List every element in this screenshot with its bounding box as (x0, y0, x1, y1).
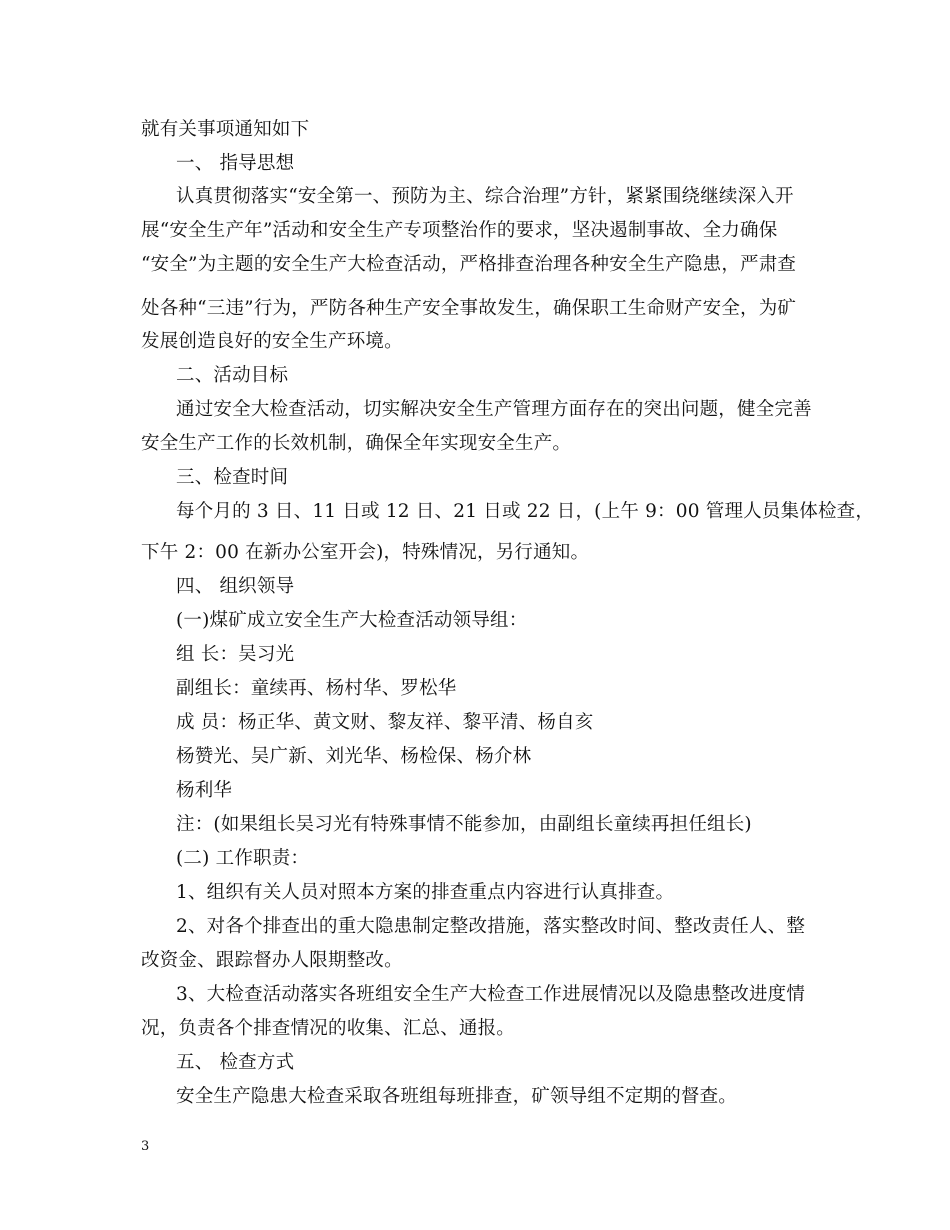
text-line: 改资金、跟踪督办人限期整改。 (141, 950, 403, 971)
text-line: “安全”为主题的安全生产大检查活动，严格排查治理各种安全生产隐患，严肃查 (141, 254, 797, 275)
section-heading: 三、检查时间 (176, 467, 289, 488)
text-line: 安全生产隐患大检查采取各班组每班排查，矿领导组不定期的督查。 (176, 1086, 738, 1107)
text-line: 成 员：杨正华、黄文财、黎友祥、黎平清、杨自亥 (176, 712, 594, 733)
text-line: 2、对各个排查出的重大隐患制定整改措施，落实整改时间、整改责任人、整 (176, 916, 806, 937)
text-line: 组 长：吴习光 (176, 644, 295, 665)
section-heading: (二) 工作职责： (176, 848, 310, 869)
text-line: 每个月的 3 日、11 日或 12 日、21 日或 22 日，(上午 9：00 管理人员集体检查， (176, 501, 875, 522)
section-heading: 四、 组织领导 (176, 576, 295, 597)
section-heading: 二、活动目标 (176, 365, 289, 386)
text-line: 就有关事项通知如下 (141, 119, 310, 140)
text-line: 杨赞光、吴广新、刘光华、杨检保、杨介林 (176, 746, 532, 767)
text-line: 况，负责各个排查情况的收集、汇总、通报。 (141, 1018, 516, 1039)
text-line: 展“安全生产年”活动和安全生产专项整治作的要求，坚决遏制事故、全力确保 (141, 220, 778, 241)
text-line: (一)煤矿成立安全生产大检查活动领导组： (176, 610, 528, 631)
text-line: 处各种“三违”行为，严防各种生产安全事故发生，确保职工生命财产安全，为矿 (141, 298, 797, 319)
text-line: 杨利华 (176, 780, 233, 801)
page-number: 3 (141, 1139, 150, 1154)
section-heading: 一、 指导思想 (176, 153, 295, 174)
text-line: 副组长：童续再、杨村华、罗松华 (176, 678, 457, 699)
text-line: 下午 2：00 在新办公室开会)，特殊情况，另行通知。 (141, 542, 590, 563)
text-line: 发展创造良好的安全生产环境。 (141, 331, 403, 352)
text-line: 3、大检查活动落实各班组安全生产大检查工作进展情况以及隐患整改进度情 (176, 984, 806, 1005)
section-heading: 五、 检查方式 (176, 1052, 295, 1073)
text-line: 认真贯彻落实“安全第一、预防为主、综合治理”方针，紧紧围绕继续深入开 (176, 186, 794, 207)
text-line: 通过安全大检查活动，切实解决安全生产管理方面存在的突出问题，健全完善 (176, 399, 812, 420)
text-line: 注：(如果组长吴习光有特殊事情不能参加，由副组长童续再担任组长) (176, 814, 752, 835)
text-line: 安全生产工作的长效机制，确保全年实现安全生产。 (141, 433, 572, 454)
text-line: 1、组织有关人员对照本方案的排查重点内容进行认真排查。 (176, 882, 675, 903)
